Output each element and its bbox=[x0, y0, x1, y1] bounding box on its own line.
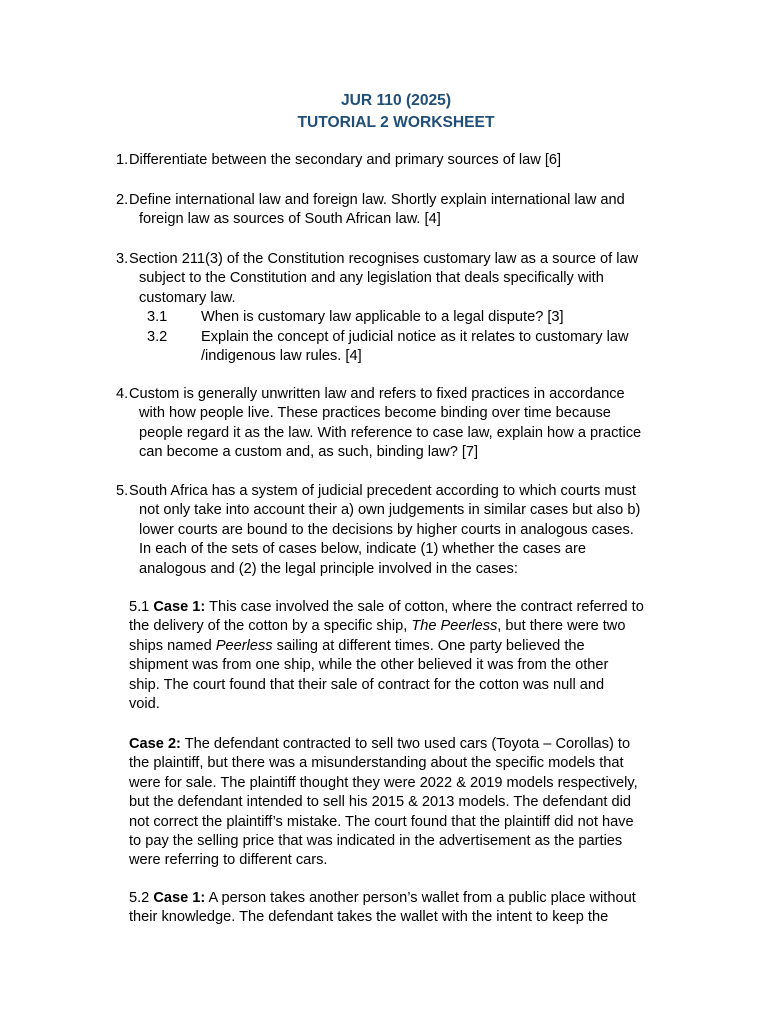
sub-question-line: /indigenous law rules. [4] bbox=[201, 348, 362, 365]
question-5 bbox=[116, 482, 676, 579]
ship-name: Peerless bbox=[215, 637, 273, 654]
question-2 bbox=[116, 191, 676, 230]
question-line: with how people live. These practices become binding over time because bbox=[139, 405, 611, 422]
case-line: shipment was from one ship, while the other believed it was from the other bbox=[129, 657, 609, 674]
case-line: were referring to different cars. bbox=[129, 852, 328, 869]
case-text: The defendant contracted to sell two used cars (Toyota – Corollas) to bbox=[180, 736, 631, 752]
case-text: sailing at different times. One party believed the bbox=[272, 637, 585, 654]
question-line: customary law. bbox=[139, 289, 236, 306]
question-number: 4. bbox=[116, 386, 129, 402]
sub-question-number: 3.2 bbox=[147, 328, 168, 345]
question-line: subject to the Constitution and any legislation that deals specifically with bbox=[139, 270, 604, 287]
course-code-heading: JUR 110 (2025) bbox=[340, 92, 452, 109]
sub-question-line: When is customary law applicable to a legal dispute? [3] bbox=[201, 309, 564, 326]
case-label: Case 1: bbox=[153, 599, 206, 615]
question-number: 3. bbox=[116, 251, 129, 267]
question-line: South Africa has a system of judicial precedent according to which courts must bbox=[129, 483, 636, 499]
sub-question-3-1 bbox=[116, 308, 676, 327]
case-line: void. bbox=[129, 696, 160, 713]
case-line: to pay the selling price that was indicated in the advertisement as the parties bbox=[129, 833, 623, 850]
sub-question-3-2 bbox=[116, 328, 676, 367]
ship-name: The Peerless bbox=[411, 618, 498, 635]
question-line: people regard it as the law. With reference to case law, explain how a practice bbox=[139, 424, 642, 441]
case-line bbox=[129, 735, 677, 754]
case-line bbox=[129, 598, 677, 617]
case-line: but the defendant intended to sell his 2015 & 2013 models. The defendant did bbox=[129, 794, 631, 811]
question-line: lower courts are bound to the decisions by higher courts in analogous cases. bbox=[139, 521, 634, 538]
question-line: In each of the sets of cases below, indicate (1) whether the cases are bbox=[139, 541, 586, 558]
question-1 bbox=[116, 151, 676, 170]
question-line: not only take into account their a) own judgements in similar cases but also b) bbox=[139, 502, 641, 519]
case-5-1-case-1 bbox=[129, 598, 677, 714]
case-number: 5.2 bbox=[129, 890, 154, 906]
sub-question-number: 3.1 bbox=[147, 309, 168, 326]
question-line: Define international law and foreign law. Shortly explain international law and bbox=[129, 192, 625, 208]
case-5-1-case-2 bbox=[129, 735, 677, 871]
case-line: the plaintiff, but there was a misunderstanding about the specific models that bbox=[129, 755, 624, 772]
case-label: Case 1: bbox=[153, 890, 206, 906]
question-3 bbox=[116, 250, 676, 366]
question-line: Custom is generally unwritten law and refers to fixed practices in accordance bbox=[129, 386, 625, 402]
case-text: This case involved the sale of cotton, where the contract referred to bbox=[205, 599, 644, 615]
case-line: not correct the plaintiff’s mistake. The court found that the plaintiff did not have bbox=[129, 813, 634, 830]
question-line: Section 211(3) of the Constitution recognises customary law as a source of law bbox=[129, 251, 639, 267]
case-text: , but there were two bbox=[497, 618, 626, 635]
question-line: can become a custom and, as such, binding law? [7] bbox=[139, 444, 479, 461]
sub-question-line: Explain the concept of judicial notice as it relates to customary law bbox=[201, 328, 629, 345]
question-4 bbox=[116, 385, 676, 463]
case-number: 5.1 bbox=[129, 599, 154, 615]
case-line bbox=[129, 889, 677, 908]
question-number: 5. bbox=[116, 483, 129, 499]
case-text: the delivery of the cotton by a specific ship, bbox=[129, 618, 412, 635]
case-text: ships named bbox=[129, 637, 216, 654]
case-5-2-case-1 bbox=[129, 889, 677, 928]
question-line: Differentiate between the secondary and primary sources of law [6] bbox=[129, 152, 562, 168]
question-number: 1. bbox=[116, 152, 129, 168]
case-line bbox=[129, 637, 677, 656]
case-text: A person takes another person’s wallet from a public place without bbox=[205, 890, 636, 906]
question-line: analogous and (2) the legal principle involved in the cases: bbox=[139, 560, 518, 577]
case-line: their knowledge. The defendant takes the wallet with the intent to keep the bbox=[129, 909, 609, 926]
question-number: 2. bbox=[116, 192, 129, 208]
case-line bbox=[129, 617, 677, 636]
worksheet-title: TUTORIAL 2 WORKSHEET bbox=[297, 114, 495, 131]
case-line: were for sale. The plaintiff thought they were 2022 & 2019 models respectively, bbox=[129, 774, 638, 791]
question-line: foreign law as sources of South African law. [4] bbox=[139, 211, 441, 228]
case-line: ship. The court found that their sale of contract for the cotton was null and bbox=[129, 676, 605, 693]
case-label: Case 2: bbox=[129, 736, 181, 752]
